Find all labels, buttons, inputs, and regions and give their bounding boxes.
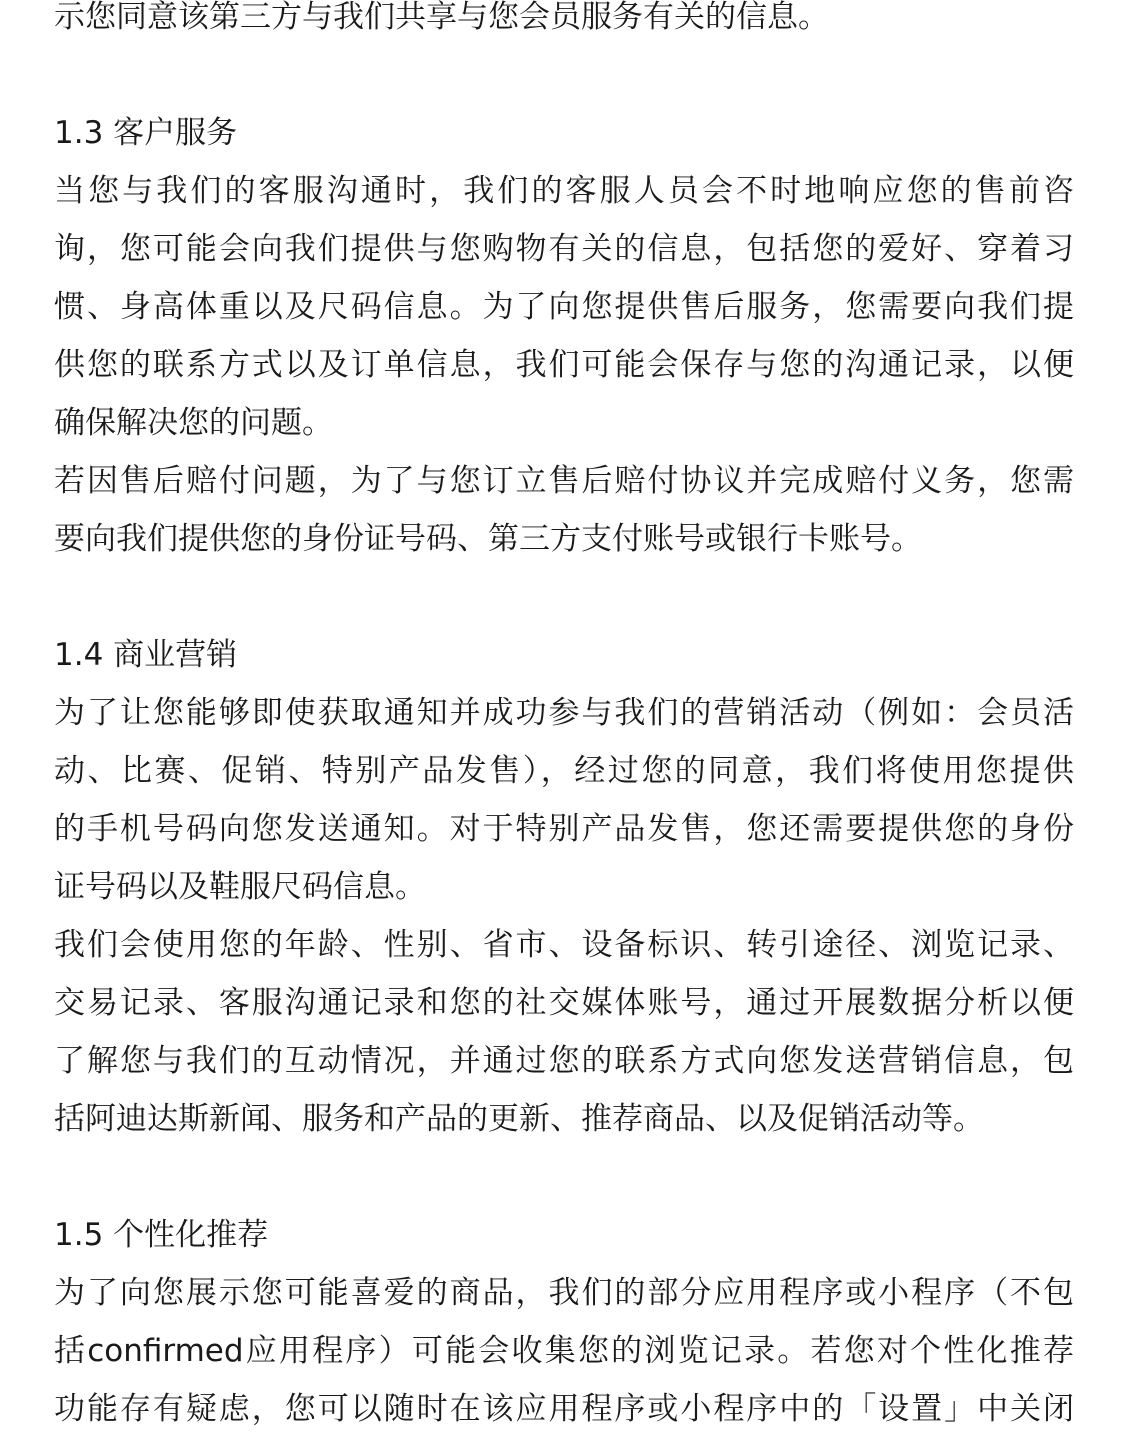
section-gap: [54, 46, 1074, 104]
text-line: 我们会使用您的年龄、性别、省市、设备标识、转引途径、浏览记录、: [54, 927, 1074, 963]
text-line: 惯、身高体重以及尺码信息。为了向您提供售后服务，您需要向我们提: [54, 289, 1074, 325]
paragraph: [54, 916, 1074, 1148]
text-line: 括confirmed应用程序）可能会收集您的浏览记录。若您对个性化推荐: [54, 1333, 1074, 1369]
text-line: 动、比赛、促销、特别产品发售），经过您的同意，我们将使用您提供: [54, 753, 1074, 789]
paragraph: [54, 452, 1074, 568]
paragraph: [54, 1264, 1074, 1438]
text-line: 示您同意该第三方与我们共享与您会员服务有关的信息。: [54, 0, 829, 35]
paragraph-fragment: [54, 0, 1074, 46]
text-line: 供您的联系方式以及订单信息，我们可能会保存与您的沟通记录，以便: [54, 347, 1074, 383]
text-line: 证号码以及鞋服尺码信息。: [54, 869, 426, 905]
text-line: 若因售后赔付问题，为了与您订立售后赔付协议并完成赔付义务，您需: [54, 463, 1074, 499]
section-gap: [54, 1148, 1074, 1206]
section-heading: 1.3 客户服务: [54, 115, 238, 151]
section-heading: 1.4 商业营销: [54, 637, 238, 673]
text-line: 确保解决您的问题。: [54, 405, 333, 441]
text-line: 功能存有疑虑，您可以随时在该应用程序或小程序中的「设置」中关闭: [54, 1391, 1074, 1427]
text-line: 当您与我们的客服沟通时，我们的客服人员会不时地响应您的售前咨: [54, 173, 1074, 209]
paragraph: [54, 684, 1074, 916]
text-line: 的手机号码向您发送通知。对于特别产品发售，您还需要提供您的身份: [54, 811, 1074, 847]
text-line: 要向我们提供您的身份证号码、第三方支付账号或银行卡账号。: [54, 521, 922, 557]
text-line: 括阿迪达斯新闻、服务和产品的更新、推荐商品、以及促销活动等。: [54, 1101, 984, 1137]
text-line: 为了向您展示您可能喜爱的商品，我们的部分应用程序或小程序（不包: [54, 1275, 1074, 1311]
policy-document: [54, 0, 1074, 1438]
text-line: 为了让您能够即使获取通知并成功参与我们的营销活动（例如：会员活: [54, 695, 1074, 731]
section-heading: 1.5 个性化推荐: [54, 1217, 269, 1253]
section-customer-service: [54, 104, 1074, 568]
section-gap: [54, 568, 1074, 626]
paragraph: [54, 162, 1074, 452]
text-line: 询，您可能会向我们提供与您购物有关的信息，包括您的爱好、穿着习: [54, 231, 1074, 267]
section-personalized-recommendation: [54, 1206, 1074, 1438]
text-line: 了解您与我们的互动情况，并通过您的联系方式向您发送营销信息，包: [54, 1043, 1074, 1079]
text-line: 交易记录、客服沟通记录和您的社交媒体账号，通过开展数据分析以便: [54, 985, 1074, 1021]
section-marketing: [54, 626, 1074, 1148]
